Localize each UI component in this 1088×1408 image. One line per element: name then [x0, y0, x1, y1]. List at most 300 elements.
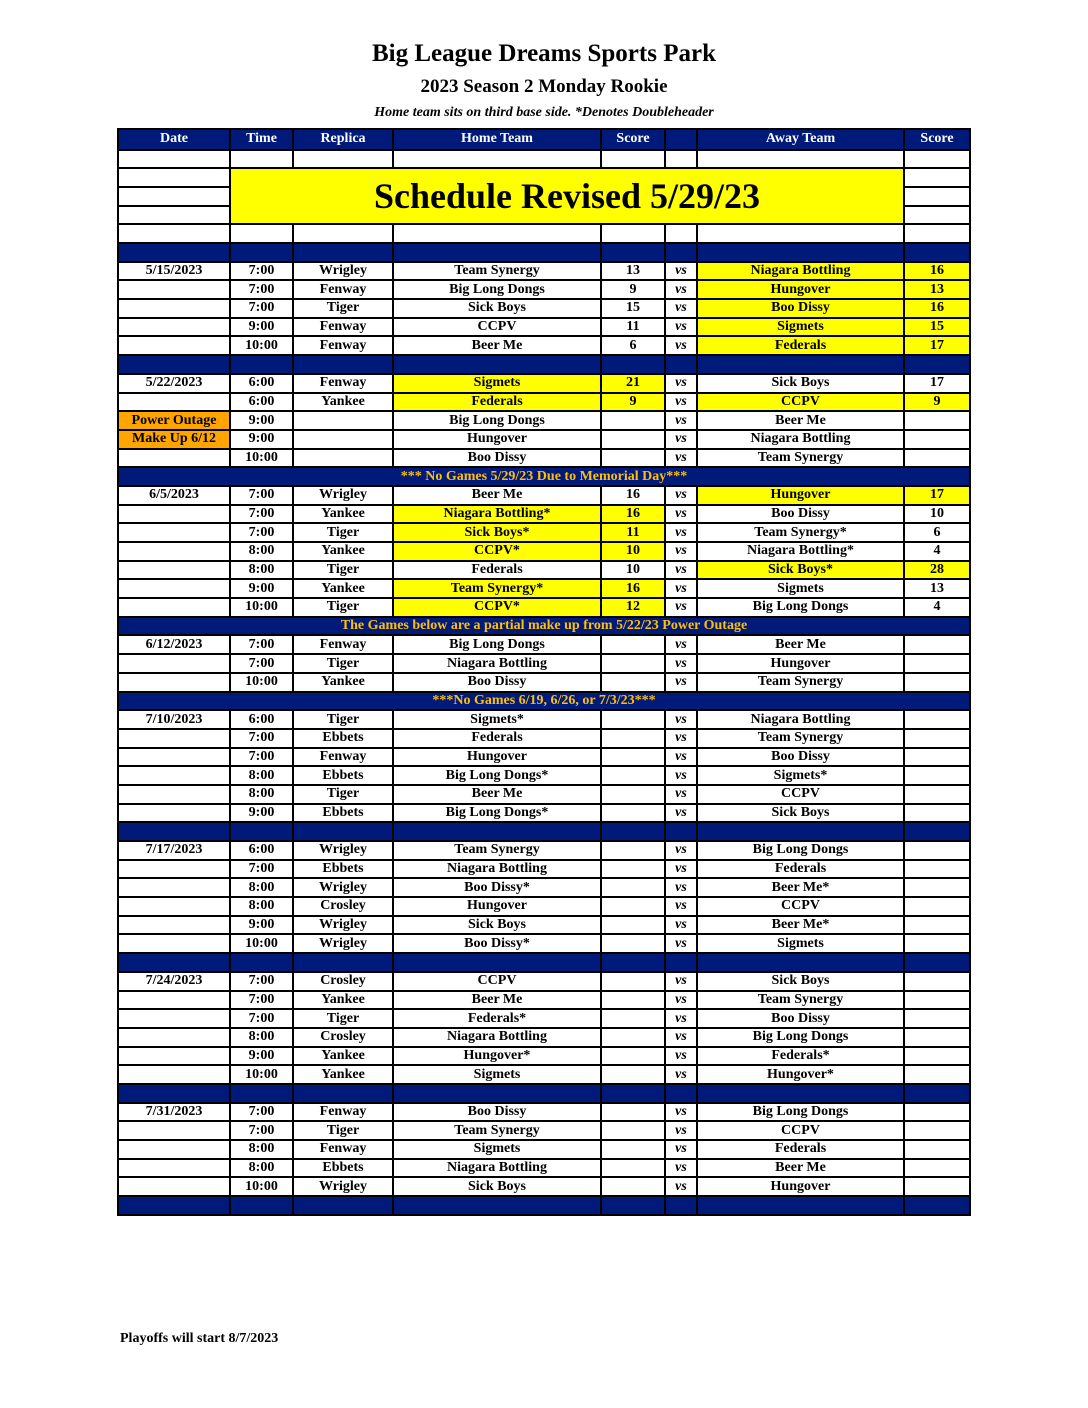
home-score-cell: 10: [601, 542, 665, 561]
time-cell: 7:00: [230, 262, 293, 281]
away-team-cell: Team Synergy: [697, 729, 904, 748]
time-cell: 6:00: [230, 710, 293, 729]
away-score-cell: 17: [904, 486, 970, 505]
time-cell: 8:00: [230, 542, 293, 561]
game-row: [118, 878, 970, 897]
away-score-cell: [904, 729, 970, 748]
replica-cell: Yankee: [293, 673, 393, 692]
home-score-cell: [601, 729, 665, 748]
time-cell: 7:00: [230, 1103, 293, 1122]
vs-cell: vs: [665, 1028, 697, 1047]
away-score-cell: [904, 1103, 970, 1122]
date-cell: [118, 785, 230, 804]
away-score-cell: [904, 1028, 970, 1047]
home-score-cell: [601, 934, 665, 953]
replica-cell: Fenway: [293, 748, 393, 767]
replica-cell: Fenway: [293, 635, 393, 654]
away-score-cell: [904, 635, 970, 654]
replica-cell: Wrigley: [293, 1177, 393, 1196]
away-score-cell: [904, 654, 970, 673]
away-team-cell: Beer Me: [697, 1159, 904, 1178]
game-row: [118, 1121, 970, 1140]
home-team-cell: Sick Boys: [393, 1177, 601, 1196]
away-team-cell: Niagara Bottling: [697, 430, 904, 449]
home-score-cell: 11: [601, 318, 665, 337]
notice-text: *** No Games 5/29/23 Due to Memorial Day***: [118, 467, 970, 486]
date-cell: [118, 860, 230, 879]
time-cell: 8:00: [230, 1159, 293, 1178]
home-team-cell: Beer Me: [393, 785, 601, 804]
home-team-cell: Federals*: [393, 1009, 601, 1028]
away-score-cell: 15: [904, 318, 970, 337]
away-team-cell: Big Long Dongs: [697, 1028, 904, 1047]
home-team-cell: CCPV*: [393, 598, 601, 617]
time-cell: 7:00: [230, 486, 293, 505]
replica-cell: Fenway: [293, 280, 393, 299]
game-row: [118, 804, 970, 823]
home-score-cell: [601, 878, 665, 897]
away-score-cell: 13: [904, 280, 970, 299]
home-score-cell: [601, 430, 665, 449]
time-cell: 7:00: [230, 972, 293, 991]
vs-cell: vs: [665, 710, 697, 729]
game-row: [118, 561, 970, 580]
home-score-cell: [601, 841, 665, 860]
away-team-cell: Beer Me*: [697, 916, 904, 935]
game-row: [118, 673, 970, 692]
time-cell: 10:00: [230, 1065, 293, 1084]
home-team-cell: Big Long Dongs*: [393, 766, 601, 785]
away-team-cell: CCPV: [697, 1121, 904, 1140]
date-cell: 7/31/2023: [118, 1103, 230, 1122]
vs-cell: vs: [665, 1177, 697, 1196]
away-score-cell: [904, 673, 970, 692]
game-row: [118, 748, 970, 767]
vs-cell: vs: [665, 523, 697, 542]
schedule-table: [117, 128, 971, 1216]
vs-cell: vs: [665, 1159, 697, 1178]
time-cell: 10:00: [230, 598, 293, 617]
home-score-cell: 10: [601, 561, 665, 580]
away-team-cell: Federals: [697, 860, 904, 879]
game-row: [118, 430, 970, 449]
replica-cell: Yankee: [293, 579, 393, 598]
away-team-cell: Sigmets*: [697, 766, 904, 785]
separator-row: [118, 1084, 970, 1103]
home-score-cell: [601, 897, 665, 916]
home-team-cell: Boo Dissy: [393, 1103, 601, 1122]
vs-cell: vs: [665, 542, 697, 561]
away-team-cell: Boo Dissy: [697, 299, 904, 318]
home-score-cell: 6: [601, 336, 665, 355]
game-row: [118, 449, 970, 468]
home-team-cell: Hungover*: [393, 1047, 601, 1066]
replica-cell: Fenway: [293, 318, 393, 337]
date-cell: [118, 336, 230, 355]
home-score-cell: [601, 785, 665, 804]
notice-row: [118, 692, 970, 711]
away-score-cell: 17: [904, 336, 970, 355]
game-row: [118, 654, 970, 673]
separator-row: [118, 1196, 970, 1215]
date-cell: [118, 523, 230, 542]
home-team-cell: Boo Dissy: [393, 673, 601, 692]
away-team-cell: CCPV: [697, 897, 904, 916]
replica-cell: Wrigley: [293, 878, 393, 897]
game-row: [118, 411, 970, 430]
game-row: [118, 972, 970, 991]
date-cell: 5/15/2023: [118, 262, 230, 281]
col-header-date: Date: [118, 129, 230, 150]
vs-cell: vs: [665, 486, 697, 505]
game-row: [118, 934, 970, 953]
away-team-cell: Big Long Dongs: [697, 1103, 904, 1122]
separator-row: [118, 243, 970, 262]
game-row: [118, 523, 970, 542]
game-row: [118, 1103, 970, 1122]
date-cell: Make Up 6/12: [118, 430, 230, 449]
date-cell: [118, 878, 230, 897]
vs-cell: vs: [665, 393, 697, 412]
home-team-cell: Hungover: [393, 748, 601, 767]
away-score-cell: 4: [904, 598, 970, 617]
home-team-cell: CCPV: [393, 972, 601, 991]
vs-cell: vs: [665, 766, 697, 785]
date-cell: [118, 280, 230, 299]
date-cell: [118, 916, 230, 935]
date-cell: 7/17/2023: [118, 841, 230, 860]
home-score-cell: 16: [601, 505, 665, 524]
game-row: [118, 505, 970, 524]
replica-cell: Tiger: [293, 598, 393, 617]
vs-cell: vs: [665, 860, 697, 879]
date-cell: [118, 991, 230, 1010]
vs-cell: vs: [665, 318, 697, 337]
home-score-cell: [601, 1028, 665, 1047]
away-team-cell: Sick Boys: [697, 374, 904, 393]
home-team-cell: Big Long Dongs: [393, 411, 601, 430]
away-score-cell: 9: [904, 393, 970, 412]
home-team-cell: Niagara Bottling: [393, 1028, 601, 1047]
home-score-cell: [601, 1121, 665, 1140]
vs-cell: vs: [665, 934, 697, 953]
game-row: [118, 729, 970, 748]
home-score-cell: [601, 916, 665, 935]
game-row: [118, 1159, 970, 1178]
vs-cell: vs: [665, 262, 697, 281]
home-team-cell: Federals: [393, 729, 601, 748]
time-cell: 6:00: [230, 393, 293, 412]
game-row: [118, 841, 970, 860]
game-row: [118, 542, 970, 561]
away-score-cell: 16: [904, 299, 970, 318]
away-team-cell: CCPV: [697, 785, 904, 804]
home-team-cell: Sick Boys: [393, 299, 601, 318]
away-team-cell: Hungover: [697, 1177, 904, 1196]
replica-cell: Yankee: [293, 1047, 393, 1066]
game-row: [118, 766, 970, 785]
date-cell: [118, 505, 230, 524]
away-score-cell: 28: [904, 561, 970, 580]
home-score-cell: [601, 804, 665, 823]
banner-row: [118, 168, 970, 187]
vs-cell: vs: [665, 654, 697, 673]
home-team-cell: CCPV: [393, 318, 601, 337]
away-score-cell: [904, 934, 970, 953]
away-team-cell: Hungover: [697, 486, 904, 505]
away-score-cell: [904, 1177, 970, 1196]
vs-cell: vs: [665, 561, 697, 580]
home-team-cell: Niagara Bottling: [393, 860, 601, 879]
time-cell: 8:00: [230, 878, 293, 897]
replica-cell: Ebbets: [293, 804, 393, 823]
date-cell: [118, 598, 230, 617]
away-team-cell: Beer Me: [697, 635, 904, 654]
time-cell: 10:00: [230, 673, 293, 692]
home-score-cell: [601, 1047, 665, 1066]
vs-cell: vs: [665, 1103, 697, 1122]
game-row: [118, 486, 970, 505]
vs-cell: vs: [665, 897, 697, 916]
home-team-cell: Federals: [393, 393, 601, 412]
date-cell: [118, 1009, 230, 1028]
time-cell: 9:00: [230, 411, 293, 430]
replica-cell: Yankee: [293, 505, 393, 524]
vs-cell: vs: [665, 280, 697, 299]
vs-cell: vs: [665, 579, 697, 598]
away-score-cell: [904, 430, 970, 449]
home-team-cell: Team Synergy: [393, 262, 601, 281]
date-cell: [118, 1065, 230, 1084]
replica-cell: Tiger: [293, 561, 393, 580]
replica-cell: Yankee: [293, 1065, 393, 1084]
replica-cell: Crosley: [293, 1028, 393, 1047]
away-team-cell: Boo Dissy: [697, 748, 904, 767]
home-score-cell: [601, 972, 665, 991]
away-team-cell: Big Long Dongs: [697, 598, 904, 617]
game-row: [118, 860, 970, 879]
away-score-cell: [904, 449, 970, 468]
vs-cell: vs: [665, 1047, 697, 1066]
home-team-cell: Niagara Bottling*: [393, 505, 601, 524]
col-header-home-score: Score: [601, 129, 665, 150]
home-score-cell: 21: [601, 374, 665, 393]
away-score-cell: [904, 1009, 970, 1028]
notice-row: [118, 617, 970, 636]
home-team-cell: Big Long Dongs: [393, 280, 601, 299]
replica-cell: Crosley: [293, 972, 393, 991]
time-cell: 8:00: [230, 1028, 293, 1047]
replica-cell: [293, 411, 393, 430]
away-score-cell: 13: [904, 579, 970, 598]
game-row: [118, 280, 970, 299]
home-team-cell: Sick Boys*: [393, 523, 601, 542]
away-score-cell: [904, 972, 970, 991]
vs-cell: vs: [665, 635, 697, 654]
away-team-cell: Sigmets: [697, 934, 904, 953]
away-team-cell: Niagara Bottling*: [697, 542, 904, 561]
game-row: [118, 318, 970, 337]
home-score-cell: [601, 1177, 665, 1196]
date-cell: [118, 934, 230, 953]
date-cell: [118, 729, 230, 748]
game-row: [118, 598, 970, 617]
replica-cell: Tiger: [293, 523, 393, 542]
separator-row: [118, 953, 970, 972]
time-cell: 7:00: [230, 1009, 293, 1028]
away-team-cell: Niagara Bottling: [697, 710, 904, 729]
home-team-cell: Sick Boys: [393, 916, 601, 935]
away-score-cell: [904, 766, 970, 785]
away-team-cell: Sick Boys: [697, 804, 904, 823]
home-score-cell: 16: [601, 579, 665, 598]
schedule-revised-banner: Schedule Revised 5/29/23: [230, 168, 904, 224]
game-row: [118, 1065, 970, 1084]
time-cell: 10:00: [230, 934, 293, 953]
date-cell: [118, 579, 230, 598]
time-cell: 7:00: [230, 991, 293, 1010]
home-team-cell: Boo Dissy: [393, 449, 601, 468]
away-team-cell: Hungover*: [697, 1065, 904, 1084]
game-row: [118, 262, 970, 281]
time-cell: 10:00: [230, 1177, 293, 1196]
vs-cell: vs: [665, 1065, 697, 1084]
separator-row: [118, 822, 970, 841]
away-team-cell: Hungover: [697, 280, 904, 299]
home-score-cell: [601, 991, 665, 1010]
home-team-cell: Hungover: [393, 897, 601, 916]
date-cell: [118, 748, 230, 767]
notice-row: [118, 467, 970, 486]
replica-cell: Ebbets: [293, 1159, 393, 1178]
home-team-cell: Team Synergy: [393, 1121, 601, 1140]
away-score-cell: [904, 991, 970, 1010]
date-cell: [118, 654, 230, 673]
home-team-cell: Niagara Bottling: [393, 654, 601, 673]
game-row: [118, 991, 970, 1010]
away-team-cell: Team Synergy: [697, 991, 904, 1010]
table-header-row: [118, 129, 970, 150]
replica-cell: Wrigley: [293, 934, 393, 953]
home-score-cell: [601, 1159, 665, 1178]
replica-cell: Tiger: [293, 299, 393, 318]
date-cell: 5/22/2023: [118, 374, 230, 393]
home-score-cell: [601, 1140, 665, 1159]
game-row: [118, 785, 970, 804]
home-team-cell: Hungover: [393, 430, 601, 449]
vs-cell: vs: [665, 841, 697, 860]
away-team-cell: Boo Dissy: [697, 505, 904, 524]
replica-cell: Fenway: [293, 1103, 393, 1122]
game-row: [118, 1177, 970, 1196]
time-cell: 8:00: [230, 561, 293, 580]
home-team-cell: Beer Me: [393, 486, 601, 505]
separator-row: [118, 355, 970, 374]
away-team-cell: Sick Boys: [697, 972, 904, 991]
away-score-cell: [904, 748, 970, 767]
blank-row: [118, 150, 970, 169]
game-row: [118, 897, 970, 916]
away-team-cell: Niagara Bottling: [697, 262, 904, 281]
home-team-cell: Big Long Dongs*: [393, 804, 601, 823]
time-cell: 8:00: [230, 897, 293, 916]
home-team-cell: Big Long Dongs: [393, 635, 601, 654]
date-cell: [118, 299, 230, 318]
replica-cell: Ebbets: [293, 860, 393, 879]
home-team-cell: Team Synergy*: [393, 579, 601, 598]
date-cell: [118, 897, 230, 916]
away-score-cell: 17: [904, 374, 970, 393]
home-score-cell: 15: [601, 299, 665, 318]
game-row: [118, 635, 970, 654]
away-score-cell: [904, 897, 970, 916]
replica-cell: [293, 430, 393, 449]
vs-cell: vs: [665, 916, 697, 935]
replica-cell: Tiger: [293, 710, 393, 729]
time-cell: 10:00: [230, 336, 293, 355]
replica-cell: Crosley: [293, 897, 393, 916]
home-score-cell: [601, 449, 665, 468]
away-team-cell: Team Synergy: [697, 673, 904, 692]
date-cell: [118, 766, 230, 785]
home-score-cell: [601, 766, 665, 785]
away-score-cell: [904, 411, 970, 430]
vs-cell: vs: [665, 1009, 697, 1028]
home-score-cell: 11: [601, 523, 665, 542]
time-cell: 6:00: [230, 374, 293, 393]
away-score-cell: [904, 785, 970, 804]
col-header-time: Time: [230, 129, 293, 150]
replica-cell: Tiger: [293, 1121, 393, 1140]
date-cell: [118, 1140, 230, 1159]
vs-cell: vs: [665, 1140, 697, 1159]
page-note: Home team sits on third base side. *Denotes Doubleheader: [374, 105, 714, 120]
replica-cell: Yankee: [293, 542, 393, 561]
home-score-cell: 13: [601, 262, 665, 281]
replica-cell: Tiger: [293, 1009, 393, 1028]
vs-cell: vs: [665, 336, 697, 355]
vs-cell: vs: [665, 299, 697, 318]
game-row: [118, 1009, 970, 1028]
vs-cell: vs: [665, 804, 697, 823]
away-score-cell: 16: [904, 262, 970, 281]
date-cell: [118, 804, 230, 823]
away-team-cell: Federals: [697, 1140, 904, 1159]
vs-cell: vs: [665, 991, 697, 1010]
away-score-cell: 10: [904, 505, 970, 524]
vs-cell: vs: [665, 673, 697, 692]
vs-cell: vs: [665, 878, 697, 897]
home-score-cell: 16: [601, 486, 665, 505]
away-score-cell: 6: [904, 523, 970, 542]
vs-cell: vs: [665, 785, 697, 804]
time-cell: 7:00: [230, 523, 293, 542]
replica-cell: Wrigley: [293, 486, 393, 505]
away-team-cell: Team Synergy: [697, 449, 904, 468]
home-team-cell: Sigmets: [393, 1065, 601, 1084]
home-team-cell: CCPV*: [393, 542, 601, 561]
game-row: [118, 1047, 970, 1066]
time-cell: 10:00: [230, 449, 293, 468]
date-cell: 6/12/2023: [118, 635, 230, 654]
vs-cell: vs: [665, 748, 697, 767]
home-team-cell: Team Synergy: [393, 841, 601, 860]
vs-cell: vs: [665, 505, 697, 524]
time-cell: 7:00: [230, 748, 293, 767]
time-cell: 7:00: [230, 860, 293, 879]
away-score-cell: [904, 1140, 970, 1159]
away-team-cell: Federals*: [697, 1047, 904, 1066]
